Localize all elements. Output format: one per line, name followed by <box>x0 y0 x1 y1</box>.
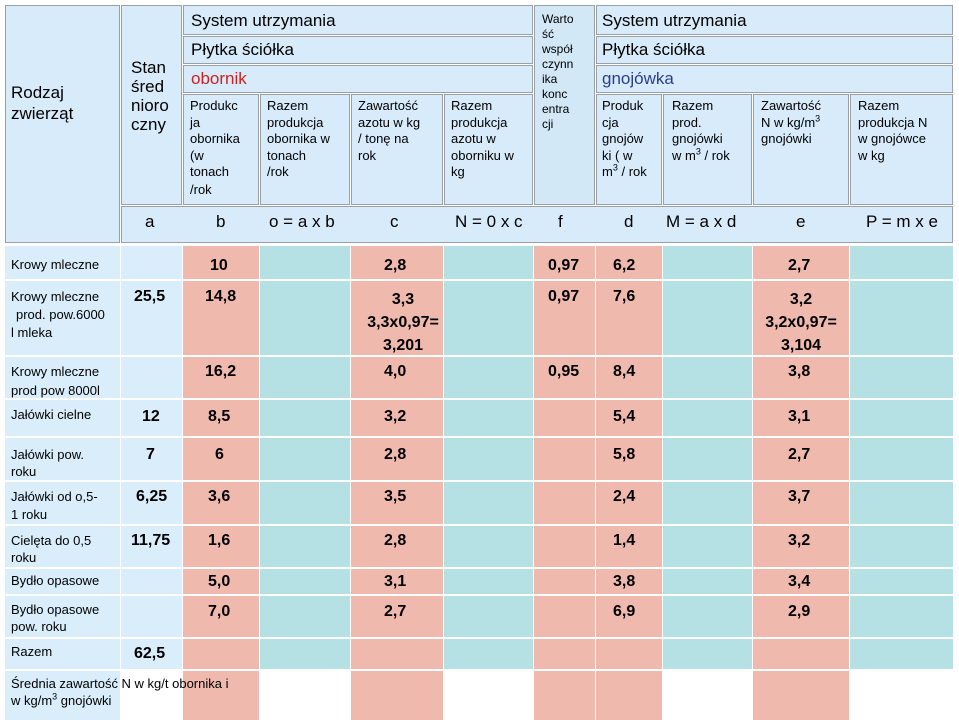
cell-d: 2,4 <box>613 488 636 505</box>
cell-b: 7,0 <box>208 603 231 620</box>
row-label: Bydło opasowe <box>11 573 100 588</box>
cell-d: 1,4 <box>613 532 636 549</box>
cell-d: 5,8 <box>613 446 636 463</box>
cell-e: 3,8 <box>788 363 811 380</box>
header-animal: Rodzaj zwierząt <box>11 83 74 123</box>
cell-b: 14,8 <box>205 288 237 305</box>
row-separator <box>0 567 959 569</box>
header-cell-animal <box>5 5 120 243</box>
row-label-total: Razem <box>11 644 53 659</box>
formula-f: f <box>558 212 563 231</box>
header-o: Razem produkcja obornika w tonach /rok <box>267 98 330 179</box>
row-label: Jałówki cielne <box>11 407 92 422</box>
col-b-bg <box>183 246 259 720</box>
header-e: Zawartość N w $kg/m^3$ gnojówki <box>761 98 821 146</box>
cell-d: 5,4 <box>613 408 636 425</box>
cell-d: 7,6 <box>613 288 636 305</box>
cell-e: 3,4 <box>788 573 811 590</box>
cell-e: 3,2 <box>788 532 811 549</box>
cell-d: 6,9 <box>613 603 636 620</box>
header-d: Produk cja gnojów ki ( w $m^3$ / rok <box>602 98 647 179</box>
cell-c: 3,2 <box>384 408 407 425</box>
cell-a: 7 <box>146 446 155 463</box>
cell-d: 8,4 <box>613 363 636 380</box>
formula-d: d <box>624 212 634 231</box>
header-stan: Stan śred nioro czny <box>131 58 169 134</box>
cell-c: 2,8 <box>384 532 407 549</box>
cell-f: 0,97 <box>548 257 580 274</box>
cell-b: 6 <box>215 446 224 463</box>
header-sys-left: System utrzymania <box>191 11 336 30</box>
formula-o: o = a x b <box>269 212 335 231</box>
row-separator <box>0 524 959 526</box>
header-n: Razem produkcja azotu w oborniku w kg <box>451 98 514 179</box>
summary-white-4 <box>663 671 752 720</box>
row-label: Krowy mleczne <box>11 257 100 272</box>
header-f: Warto ść współ czynn ika konc entra cji <box>542 12 574 131</box>
row-label-average: Średnia zawartość N w kg/t obornika i w $kg/m^3$ gnojówki <box>11 676 229 708</box>
cell-d: 6,2 <box>613 257 636 274</box>
cell-d: 3,8 <box>613 573 636 590</box>
header-sys-right-sub: Płytka ściółka <box>602 40 705 59</box>
row-label: Krowy mleczne prod. pow.6000 l mleka <box>11 289 105 340</box>
formula-row-bg <box>121 206 953 243</box>
header-p: Razem produkcja N w gnojówce w kg <box>858 98 928 163</box>
header-sys-right: System utrzymania <box>602 11 747 30</box>
cell-e: 2,9 <box>788 603 811 620</box>
cell-e: 3,7 <box>788 488 811 505</box>
cell-a: 11,75 <box>131 532 171 549</box>
col-o-bg <box>260 246 350 720</box>
formula-a: a <box>145 212 155 231</box>
formula-n: N = 0 x c <box>455 212 523 231</box>
cell-c: 3,5 <box>384 488 407 505</box>
summary-white-2 <box>260 671 350 720</box>
cell-c: 3,3 3,3x0,97= 3,201 <box>367 291 439 354</box>
cell-e: 2,7 <box>788 257 811 274</box>
col-d-bg <box>596 246 662 720</box>
cell-e: 3,1 <box>788 408 811 425</box>
col-m-bg <box>663 246 752 720</box>
formula-b: b <box>216 212 226 231</box>
formula-c: c <box>390 212 399 231</box>
cell-b: 5,0 <box>208 573 231 590</box>
row-label: Krowy mleczne prod pow 8000l <box>11 364 100 398</box>
row-separator <box>0 480 959 482</box>
header-c: Zawartość azotu w kg / tonę na rok <box>358 98 421 163</box>
formula-m: M = a x d <box>666 212 737 231</box>
row-separator <box>0 637 959 639</box>
header-sys-left-sub: Płytka ściółka <box>191 40 294 59</box>
row-label: Cielęta do 0,5 roku <box>11 533 92 565</box>
cell-b: 8,5 <box>208 408 231 425</box>
row-label: Jałówki pow. roku <box>11 447 84 479</box>
row-separator <box>0 279 959 281</box>
row-separator <box>0 669 959 671</box>
row-separator <box>0 594 959 596</box>
cell-b: 10 <box>210 257 228 274</box>
cell-b: 1,6 <box>208 532 231 549</box>
col-p-bg <box>850 246 953 720</box>
header-b-rok: /rok <box>190 182 212 197</box>
formula-e: e <box>796 212 806 231</box>
row-separator <box>0 398 959 400</box>
cell-f: 0,95 <box>548 363 580 380</box>
cell-a: 6,25 <box>136 488 168 505</box>
formula-p: P = m x e <box>866 212 938 231</box>
cell-a: 12 <box>142 408 160 425</box>
header-b: Produkc ja obornika (w tonach <box>190 98 240 179</box>
cell-c: 4,0 <box>384 363 407 380</box>
row-separator <box>0 244 959 246</box>
col-f-bg <box>534 246 595 720</box>
cell-b: 3,6 <box>208 488 231 505</box>
cell-c: 2,8 <box>384 257 407 274</box>
col-n-bg <box>444 246 533 720</box>
row-label: Jałówki od o,5- 1 roku <box>11 489 98 522</box>
header-gnojowka: gnojówka <box>602 69 674 88</box>
cell-f: 0,97 <box>548 288 580 305</box>
cell-a: 25,5 <box>134 288 166 305</box>
row-separator <box>0 436 959 438</box>
row-label: Bydło opasowe pow. roku <box>11 602 100 634</box>
summary-white-3 <box>444 671 533 720</box>
cell-b: 16,2 <box>205 363 237 380</box>
cell-e: 2,7 <box>788 446 811 463</box>
cell-c: 2,8 <box>384 446 407 463</box>
header-obornik: obornik <box>191 69 247 88</box>
cell-c: 2,7 <box>384 603 407 620</box>
header-m: Razem prod. gnojówki w $m^3$ / rok <box>672 98 730 163</box>
cell-c: 3,1 <box>384 573 407 590</box>
cell-e: 3,2 3,2x0,97= 3,104 <box>765 291 837 354</box>
cell-a-total: 62,5 <box>134 645 166 662</box>
summary-white-5 <box>850 671 953 720</box>
